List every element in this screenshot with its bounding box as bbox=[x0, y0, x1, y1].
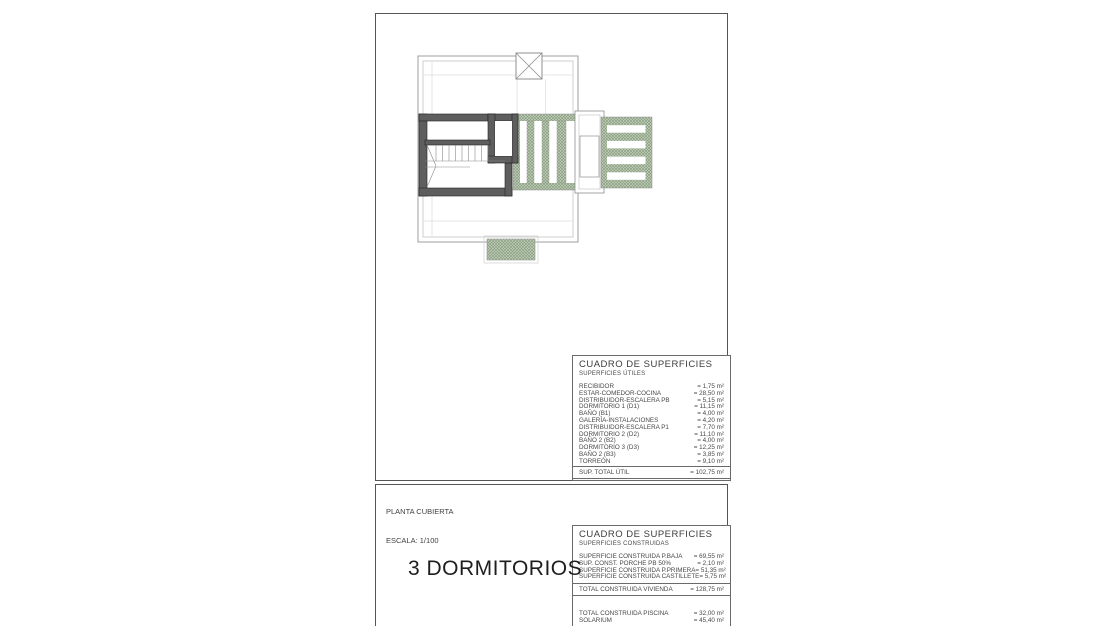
table-total-row: TOTAL CONSTRUIDA VIVIENDA = 128,75 m² bbox=[573, 583, 730, 596]
table-row: SUPERFICIE CONSTRUIDA CASTILLETE = 5,75 m² bbox=[579, 573, 727, 581]
plan-scale: ESCALA: 1/100 bbox=[386, 535, 439, 545]
table-extra-rows bbox=[579, 611, 724, 625]
table-rows bbox=[579, 384, 724, 466]
table-total-row: SUP. TOTAL ÚTIL = 102,75 m² bbox=[573, 466, 730, 479]
table-row: BAÑO 2 (B2) = 4,00 m² bbox=[579, 437, 724, 445]
table-row: DISTRIBUIDOR-ESCALERA P1 = 7,70 m² bbox=[579, 423, 724, 431]
surface-table-construidas bbox=[572, 525, 731, 626]
table-row: SOLARIUM = 45,40 m² bbox=[579, 616, 724, 624]
surface-table-utiles bbox=[572, 355, 731, 481]
table-row: GALERÍA-INSTALACIONES = 4,20 m² bbox=[579, 416, 724, 424]
pergola-right-hatch bbox=[601, 117, 652, 188]
plan-title-block bbox=[386, 488, 454, 564]
table-row: DORMITORIO 3 (D3) = 12,25 m² bbox=[579, 444, 724, 452]
table-title: CUADRO DE SUPERFICIES bbox=[579, 529, 713, 540]
table-row: TOTAL CONSTRUIDA PISCINA = 32,00 m² bbox=[579, 610, 724, 618]
table-row: ESTAR-COMEDOR-COCINA = 28,50 m² bbox=[579, 389, 724, 397]
bedrooms-label: 3 DORMITORIOS bbox=[408, 557, 583, 580]
table-row: RECIBIDOR = 1,75 m² bbox=[579, 383, 724, 390]
table-subtitle: SUPERFICIES CONSTRUIDAS bbox=[579, 541, 669, 547]
chimney-skylight-icon bbox=[516, 53, 542, 79]
table-row: DORMITORIO 1 (D1) = 11,15 m² bbox=[579, 403, 724, 411]
table-row: TORREÓN = 9,10 m² bbox=[579, 457, 724, 465]
table-row: SUP. CONST. PORCHE PB 50% = 2,10 m² bbox=[579, 559, 724, 567]
table-row: SUPERFICIE CONSTRUIDA P.BAJA = 69,55 m² bbox=[579, 553, 724, 560]
table-row: DISTRIBUIDOR-ESCALERA PB = 5,15 m² bbox=[579, 396, 724, 404]
solarium-hatch bbox=[484, 236, 538, 263]
floor-plan-drawing bbox=[400, 40, 700, 270]
table-row: BAÑO (B1) = 4,00 m² bbox=[579, 410, 724, 418]
table-row: BAÑO 2 (B3) = 3,85 m² bbox=[579, 450, 724, 458]
table-rows bbox=[579, 553, 727, 581]
torreon-roof bbox=[575, 111, 604, 193]
table-title: CUADRO DE SUPERFICIES bbox=[579, 359, 713, 370]
table-row: DORMITORIO 2 (D2) = 11,10 m² bbox=[579, 430, 724, 438]
torreon-room bbox=[495, 121, 512, 156]
plan-title: PLANTA CUBIERTA bbox=[386, 507, 454, 516]
table-row: SUPERFICIE CONSTRUIDA P.PRIMERA = 51,35 m² bbox=[579, 566, 726, 574]
table-subtitle: SUPERFICIES ÚTILES bbox=[579, 371, 646, 377]
